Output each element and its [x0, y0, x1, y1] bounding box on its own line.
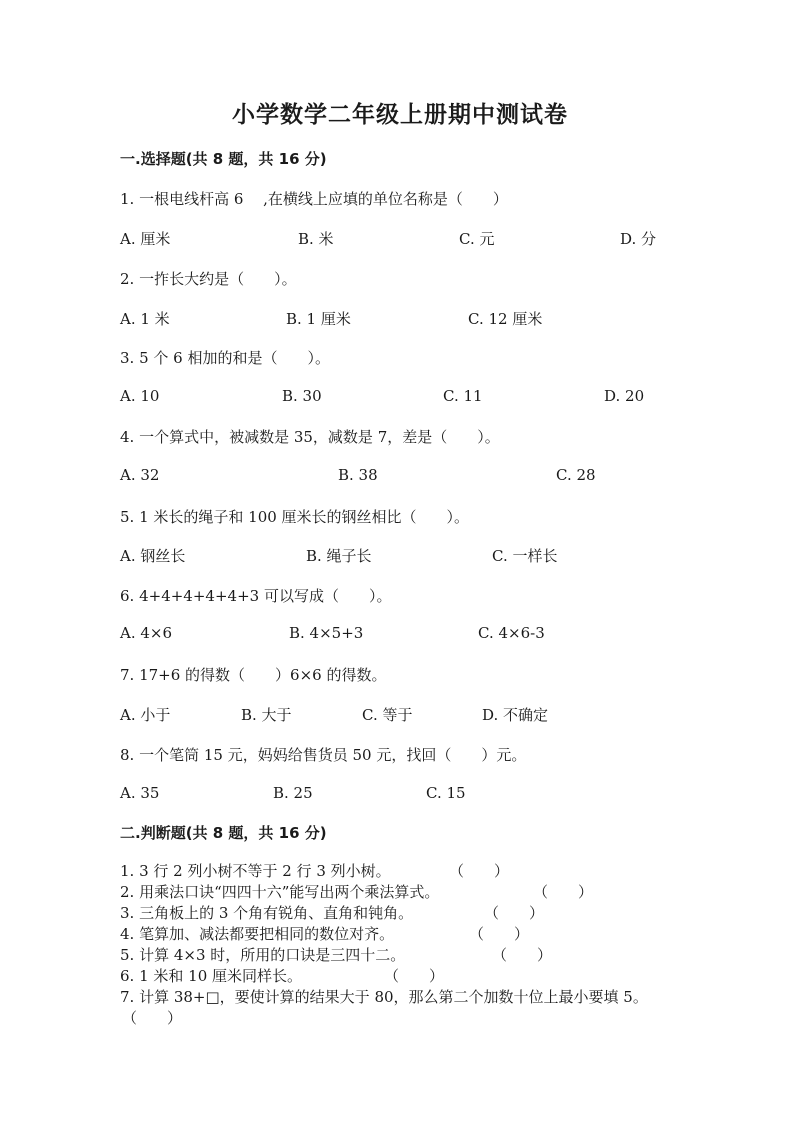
option-c[interactable]: C. 15: [426, 784, 466, 802]
question-stem: 4. 一个算式中，被减数是 35，减数是 7，差是（ ）。: [120, 428, 500, 446]
answer-paren[interactable]: （ ）: [122, 1009, 183, 1027]
answer-paren[interactable]: （ ）: [469, 925, 530, 943]
option-c[interactable]: C. 12 厘米: [468, 310, 543, 328]
question-stem: 1. 一根电线杆高 6 ,在横线上应填的单位名称是（ ）: [120, 190, 508, 208]
option-b[interactable]: B. 4×5+3: [289, 624, 364, 642]
question-stem: 7. 17+6 的得数（ ）6×6 的得数。: [120, 666, 387, 684]
option-a[interactable]: A. 35: [120, 784, 160, 802]
question-stem: 5. 1 米长的绳子和 100 厘米长的钢丝相比（ ）。: [120, 508, 470, 526]
option-a[interactable]: A. 钢丝长: [120, 547, 186, 565]
option-d[interactable]: D. 不确定: [482, 706, 549, 724]
answer-paren[interactable]: （ ）: [484, 904, 545, 922]
option-c[interactable]: C. 28: [556, 466, 596, 484]
option-c[interactable]: C. 元: [459, 230, 495, 248]
question-stem: 6. 4+4+4+4+4+3 可以写成（ ）。: [120, 587, 392, 605]
option-a[interactable]: A. 10: [120, 387, 160, 405]
section-heading-choice: 一.选择题(共 8 题，共 16 分): [120, 150, 327, 168]
section-heading-judgement: 二.判断题(共 8 题，共 16 分): [120, 824, 327, 842]
judgement-item: 2. 用乘法口诀“四四十六”能写出两个乘法算式。: [120, 883, 440, 901]
answer-paren[interactable]: （ ）: [492, 946, 553, 964]
option-b[interactable]: B. 25: [273, 784, 313, 802]
option-a[interactable]: A. 小于: [120, 706, 171, 724]
option-b[interactable]: B. 大于: [241, 706, 292, 724]
option-b[interactable]: B. 1 厘米: [286, 310, 351, 328]
option-a[interactable]: A. 1 米: [120, 310, 170, 328]
option-a[interactable]: A. 4×6: [120, 624, 173, 642]
option-a[interactable]: A. 厘米: [120, 230, 171, 248]
option-c[interactable]: C. 4×6-3: [478, 624, 545, 642]
option-a[interactable]: A. 32: [120, 466, 160, 484]
judgement-item: 6. 1 米和 10 厘米同样长。: [120, 967, 303, 985]
answer-paren[interactable]: （ ）: [533, 883, 594, 901]
question-stem: 2. 一拃长大约是（ ）。: [120, 270, 297, 288]
option-c[interactable]: C. 11: [443, 387, 483, 405]
option-b[interactable]: B. 30: [282, 387, 322, 405]
exam-title: 小学数学二年级上册期中测试卷: [232, 101, 568, 128]
option-d[interactable]: D. 20: [604, 387, 645, 405]
judgement-item: 5. 计算 4×3 时，所用的口诀是三四十二。: [120, 946, 406, 964]
answer-paren[interactable]: （ ）: [384, 967, 445, 985]
option-b[interactable]: B. 38: [338, 466, 378, 484]
answer-paren[interactable]: （ ）: [449, 862, 510, 880]
option-b[interactable]: B. 绳子长: [306, 547, 372, 565]
judgement-item: 3. 三角板上的 3 个角有锐角、直角和钝角。: [120, 904, 414, 922]
option-c[interactable]: C. 一样长: [492, 547, 558, 565]
option-b[interactable]: B. 米: [298, 230, 334, 248]
judgement-item: 4. 笔算加、减法都要把相同的数位对齐。: [120, 925, 395, 943]
option-c[interactable]: C. 等于: [362, 706, 413, 724]
judgement-item: 7. 计算 38+□，要使计算的结果大于 80，那么第二个加数十位上最小要填 5。: [120, 988, 648, 1006]
option-d[interactable]: D. 分: [620, 230, 657, 248]
question-stem: 3. 5 个 6 相加的和是（ ）。: [120, 349, 330, 367]
question-stem: 8. 一个笔筒 15 元，妈妈给售货员 50 元，找回（ ）元。: [120, 746, 527, 764]
judgement-item: 1. 3 行 2 列小树不等于 2 行 3 列小树。: [120, 862, 391, 880]
